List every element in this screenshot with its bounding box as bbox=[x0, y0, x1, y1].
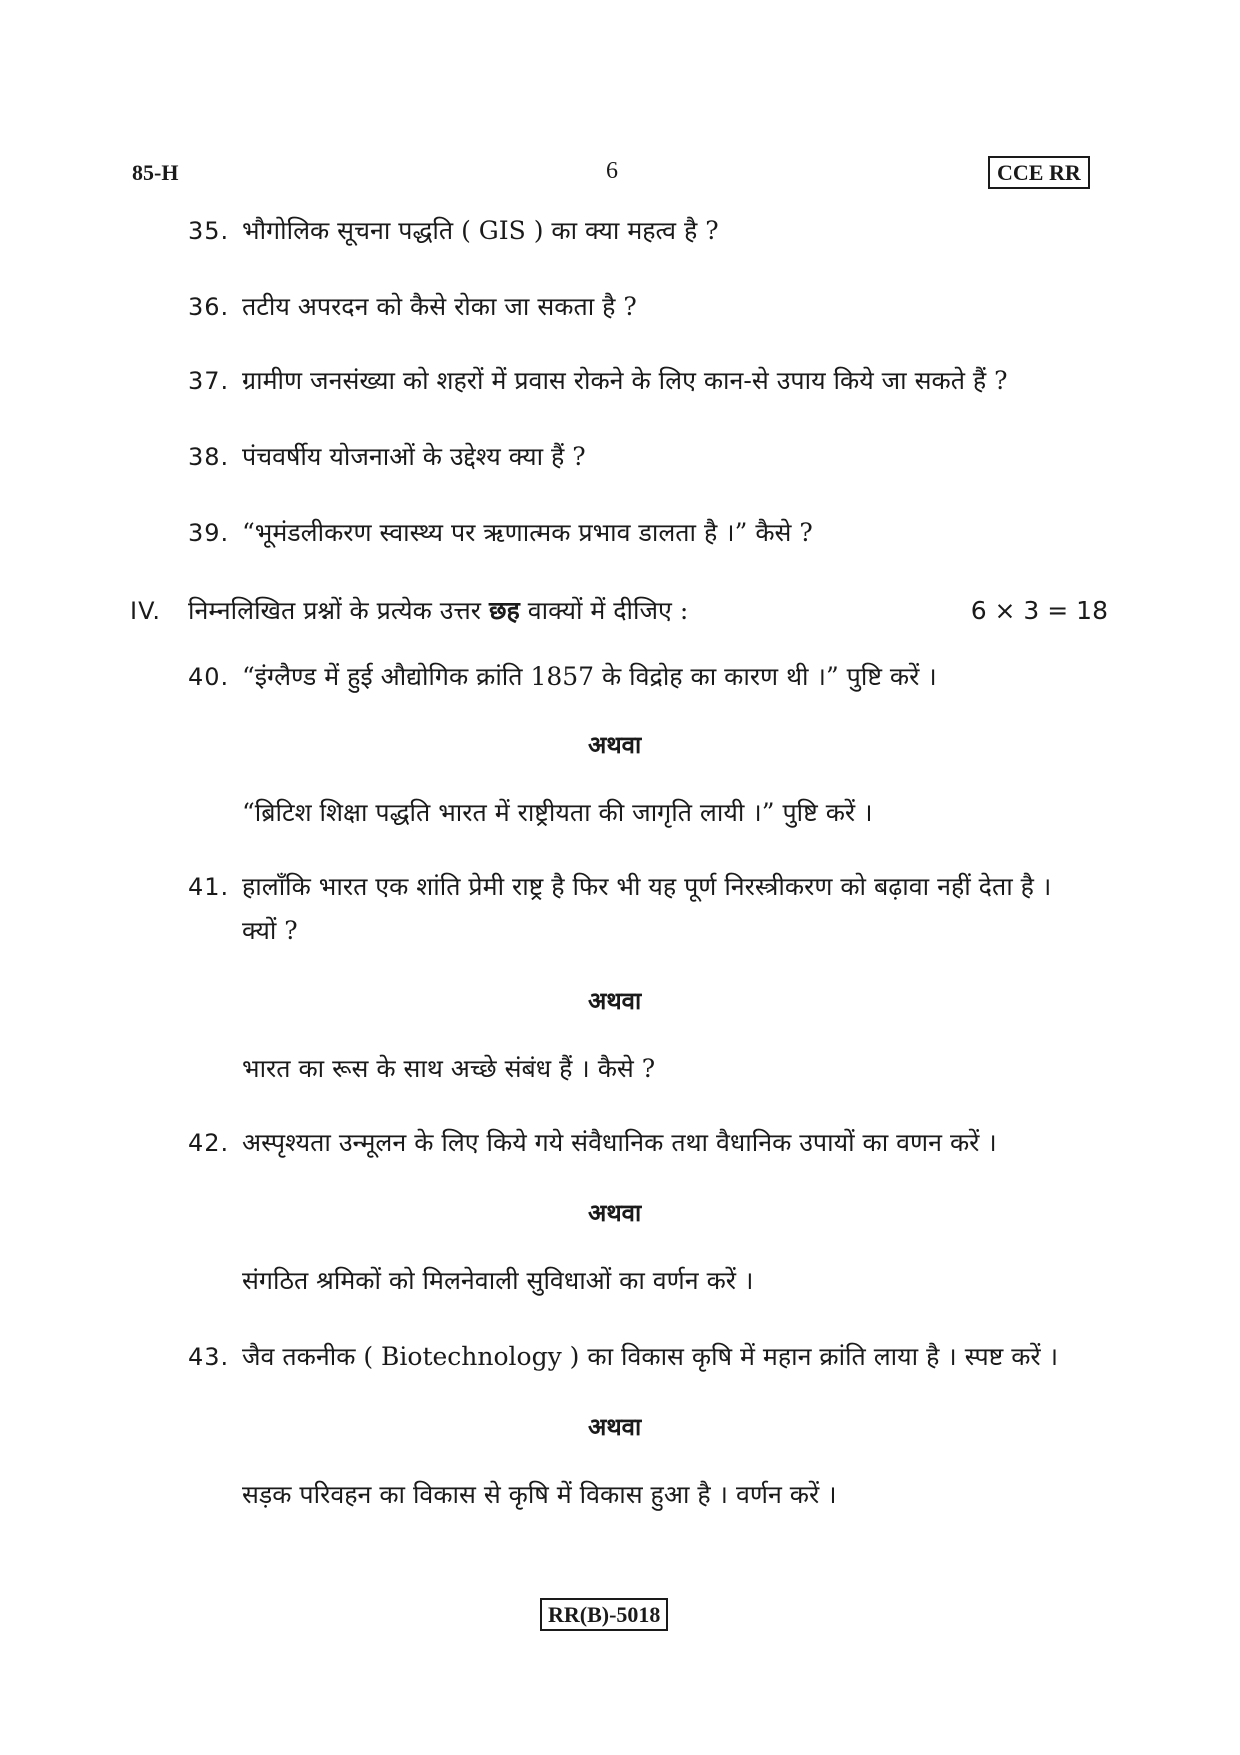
alternative-text: संगठित श्रमिकों को मिलनेवाली सुविधाओं का वर्णन करें । bbox=[242, 1266, 754, 1295]
question-39 bbox=[0, 516, 1240, 550]
alternative-text: “ब्रिटिश शिक्षा पद्धति भारत में राष्ट्रीयता की जागृति लायी ।” पुष्टि करें । bbox=[242, 798, 873, 827]
question-text: जैव तकनीक ( Biotechnology ) का विकास कृषि में महान क्रांति लाया है । स्पष्ट करें । bbox=[242, 1342, 1059, 1371]
question-40-alternative bbox=[0, 796, 1240, 830]
alternative-text: सड़क परिवहन का विकास से कृषि में विकास हुआ है । वर्णन करें । bbox=[242, 1480, 837, 1509]
question-text: ग्रामीण जनसंख्या को शहरों में प्रवास रोकने के लिए कान-से उपाय किये जा सकते हैं ? bbox=[242, 366, 1008, 395]
question-number: 41. bbox=[188, 873, 230, 901]
series-box: CCE RR bbox=[988, 156, 1090, 189]
question-41-line2 bbox=[0, 914, 1240, 948]
or-label: अथवा bbox=[588, 730, 642, 759]
question-text: “इंग्लैण्ड में हुई औद्योगिक क्रांति 1857 के विद्रोह का कारण थी ।” पुष्टि करें । bbox=[242, 662, 937, 691]
question-number: 39. bbox=[188, 519, 230, 547]
or-label: अथवा bbox=[588, 986, 642, 1015]
question-text: तटीय अपरदन को कैसे रोका जा सकता है ? bbox=[242, 292, 637, 321]
question-text: “भूमंडलीकरण स्वास्थ्य पर ऋणात्मक प्रभाव डालता है ।” कैसे ? bbox=[242, 518, 813, 547]
question-41 bbox=[0, 870, 1240, 904]
page-number: 6 bbox=[606, 158, 618, 184]
question-number: 35. bbox=[188, 217, 230, 245]
question-40 bbox=[0, 660, 1240, 694]
question-41-alternative bbox=[0, 1052, 1240, 1086]
section-text-before: निम्नलिखित प्रश्नों के प्रत्येक उत्तर bbox=[188, 596, 489, 625]
question-42-alternative bbox=[0, 1264, 1240, 1298]
question-35 bbox=[0, 214, 1240, 248]
question-number: 36. bbox=[188, 293, 230, 321]
section-marks: 6 × 3 = 18 bbox=[970, 596, 1108, 625]
question-number: 38. bbox=[188, 443, 230, 471]
section-number: IV. bbox=[130, 597, 162, 625]
question-number: 40. bbox=[188, 663, 230, 691]
question-text-continued: क्यों ? bbox=[242, 916, 298, 945]
question-number: 42. bbox=[188, 1129, 230, 1157]
paper-code: 85-H bbox=[132, 160, 179, 185]
footer-code: RR(B)-5018 bbox=[540, 1598, 668, 1631]
question-42 bbox=[0, 1126, 1240, 1160]
alternative-text: भारत का रूस के साथ अच्छे संबंध हैं । कैसे ? bbox=[242, 1054, 656, 1083]
question-number: 37. bbox=[188, 367, 230, 395]
question-37 bbox=[0, 364, 1240, 398]
question-43-alternative bbox=[0, 1478, 1240, 1512]
section-instruction bbox=[188, 594, 688, 628]
section-text-bold: छह bbox=[488, 596, 520, 625]
question-text: भौगोलिक सूचना पद्धति ( GIS ) का क्या महत्व है ? bbox=[242, 216, 719, 245]
or-label: अथवा bbox=[588, 1412, 642, 1441]
question-text: पंचवर्षीय योजनाओं के उद्देश्य क्या हैं ? bbox=[242, 442, 586, 471]
question-text: हालाँकि भारत एक शांति प्रेमी राष्ट्र है फिर भी यह पूर्ण निरस्त्रीकरण को बढ़ावा नहीं देता है । bbox=[242, 872, 1052, 901]
or-label: अथवा bbox=[588, 1198, 642, 1227]
question-38 bbox=[0, 440, 1240, 474]
section-text-after: वाक्यों में दीजिए : bbox=[519, 596, 689, 625]
question-36 bbox=[0, 290, 1240, 324]
question-text: अस्पृश्यता उन्मूलन के लिए किये गये संवैधानिक तथा वैधानिक उपायों का वणन करें । bbox=[242, 1128, 997, 1157]
question-number: 43. bbox=[188, 1343, 230, 1371]
question-43 bbox=[0, 1340, 1240, 1374]
